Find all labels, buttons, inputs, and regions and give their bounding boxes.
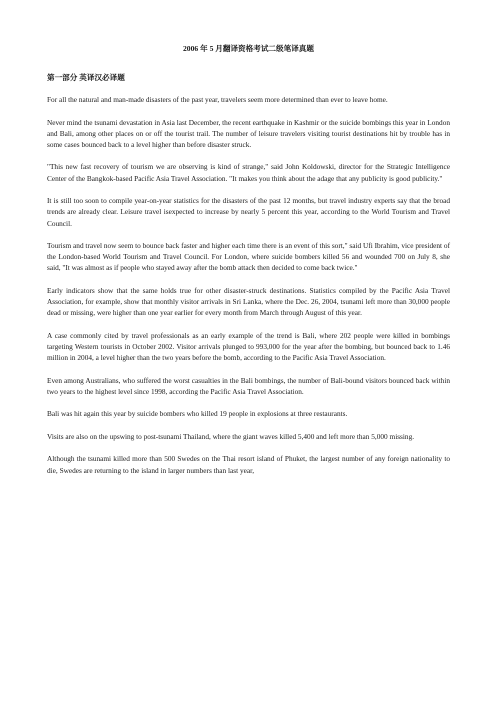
section-heading: 第一部分 英译汉必译题 xyxy=(47,73,125,82)
paragraph-1: For all the natural and man-made disasters of the past year, travelers seem more determined than ever to leave home. xyxy=(47,95,388,104)
paragraph-10: Visits are also on the upswing to post-tsunami Thailand, where the giant waves killed 5,400 and left more than 5,000 missing. xyxy=(47,431,415,441)
paragraph-11: Although the tsunami killed more than 500 Swedes on the Thai resort island of Phuket, the largest number of any foreign nationality to die, Swedes are returning to the island in larger numbers than last year, xyxy=(47,454,450,475)
paragraph-7: A case commonly cited by travel professionals as an early example of the trend is Bali, where 202 people were killed in bombings targeting Western tourists in October 2002. Visitor arrivals plunged to 993,000 for the year after the bombing, but bounced back to 1.46 million in 2004, a level higher than the two years before the bomb, according to the Pacific Asia Travel Association. xyxy=(47,330,450,363)
document-title: 2006 年 5 月翻译资格考试二级笔译真题 xyxy=(183,44,314,53)
paragraph-2: Never mind the tsunami devastation in Asia last December, the recent earthquake in Kashmir or the suicide bombings this year in London and Bali, among other places on or off the tourist trail. The number of leisure travelers visiting tourist destinations hit by trouble has in some cases bounced back to a level higher than before disaster struck. xyxy=(47,117,450,149)
paragraph-9: Bali was hit again this year by suicide bombers who killed 19 people in explosions at three restaurants. xyxy=(47,409,348,419)
paragraph-3: "This new fast recovery of tourism we are observing is kind of strange," said John Koldowski, director for the Strategic Intelligence Center of the Bangkok-based Pacific Asia Travel Association. "It makes you think about the adage that any publicity is good publicity." xyxy=(47,162,450,183)
paragraph-8: Even among Australians, who suffered the worst casualties in the Bali bombings, the number of Bali-bound visitors bounced back within two years to the highest level since 1998, according the Pacific Asia Travel Association. xyxy=(47,375,450,396)
paragraph-6: Early indicators show that the same holds true for other disaster-struck destinations. Statistics compiled by the Pacific Asia Travel Association, for example, show that monthly visitor arrivals in Sri Lanka, where the Dec. 26, 2004, tsunami left more than 30,000 people dead or missing, were higher than one year earlier for every month from March through August of this year. xyxy=(47,285,450,318)
paragraph-5: Tourism and travel now seem to bounce back faster and higher each time there is an event of this sort," said Ufi Ibrahim, vice president of the London-based World Tourism and Travel Council. For London, where suicide bombers killed 56 and wounded 700 on July 8, she said, "It was almost as if people who stayed away after the bomb attack then decided to come back twice." xyxy=(47,241,450,273)
paragraph-4: It is still too soon to compile year-on-year statistics for the disasters of the past 12 months, but travel industry experts say that the broad trends are already clear. Leisure travel isexpected to increase by nearly 5 percent this year, according to the World Tourism and Travel Council. xyxy=(47,196,450,228)
